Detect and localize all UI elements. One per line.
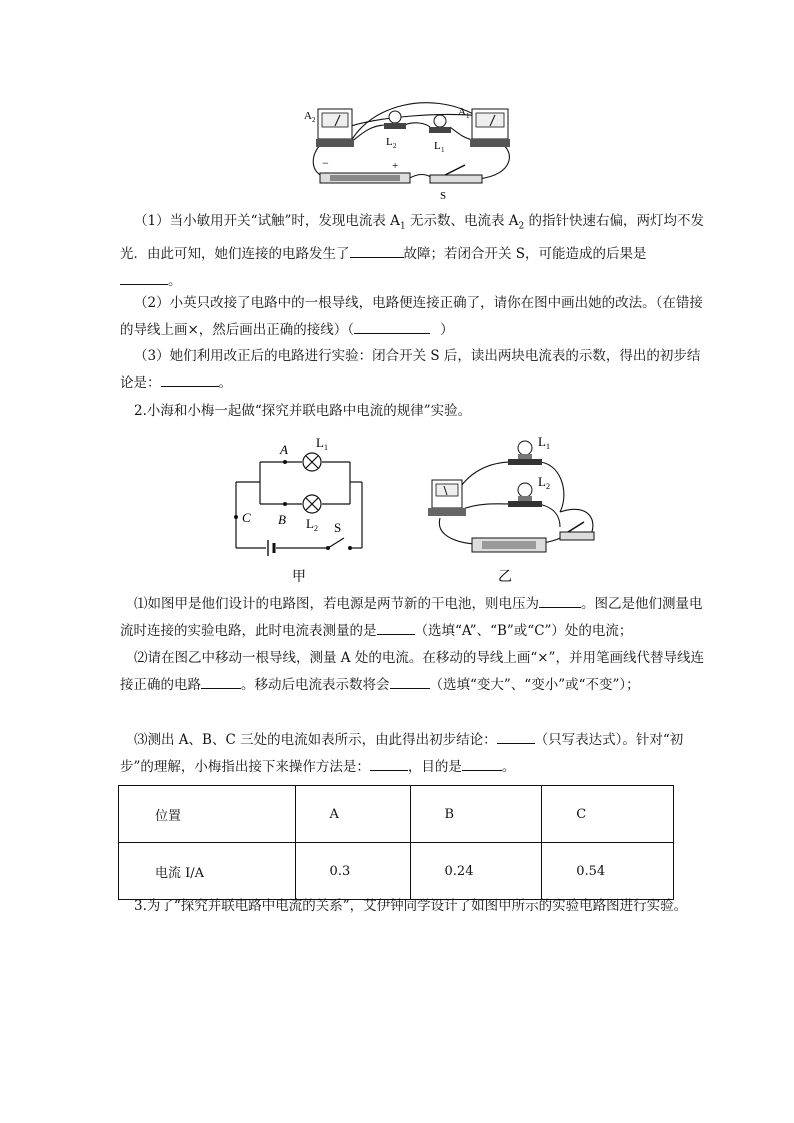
answer-blank[interactable] xyxy=(377,620,415,635)
answer-blank[interactable] xyxy=(201,674,241,689)
table-cell: A xyxy=(295,786,410,843)
table-cell: 0.3 xyxy=(295,843,410,900)
q2-intro: 2.小海和小梅一起做“探究并联电路中电流的规律”实验。 xyxy=(134,403,472,419)
table-cell: B xyxy=(410,786,542,843)
figure-1-circuit xyxy=(300,95,530,205)
table-row xyxy=(119,843,674,900)
answer-blank[interactable] xyxy=(462,756,502,771)
table-cell: 位置 xyxy=(119,786,296,843)
q1-part1: （1）当小敏用开关“试触”时，发现电流表 $A_1$ 无示数、电流表 $A_2$ 的指针快速右偏，两灯均不发光．由此可知，她们连接的电路发生了 故障；若闭合开关 S，可能造成的后果是 。 xyxy=(120,213,705,289)
svg-text:1: 1 xyxy=(466,112,470,120)
svg-text:1: 1 xyxy=(324,443,328,452)
svg-text:1: 1 xyxy=(441,146,445,154)
label-a: A xyxy=(280,442,288,457)
label-plus: + xyxy=(392,160,399,172)
label-switch: S xyxy=(334,520,342,535)
bulb-l1 xyxy=(508,441,542,465)
figure-jia-circuit xyxy=(230,432,370,584)
ammeter xyxy=(428,480,466,516)
svg-text:2: 2 xyxy=(314,524,318,533)
switch xyxy=(560,522,594,540)
answer-blank[interactable] xyxy=(497,729,535,744)
label-l1: L xyxy=(538,434,546,449)
q1-part3: （3）她们利用改正后的电路进行实验：闭合开关 S 后，读出两块电流表的示数，得出的初步结论是： 。 xyxy=(120,348,701,391)
label-l2: L xyxy=(386,136,393,148)
ammeter-a1 xyxy=(470,109,510,147)
battery-holder xyxy=(320,173,410,183)
switch xyxy=(430,165,482,183)
answer-blank[interactable] xyxy=(354,319,430,334)
bulb-l1 xyxy=(429,115,451,133)
q2-part2: ⑵请在图乙中移动一根导线，测量 A 处的电流。在移动的导线上画“×”，并用笔画线代替导线连接正确的电路 。移动后电流表示数将会 （选填“变大”、“变小”或“不变”）； xyxy=(120,650,704,693)
q2-part3: ⑶测出 A、B、C 三处的电流如表所示，由此得出初步结论： （只写表达式）。针对“初步”的理解，小梅指出接下来操作方法是： ，目的是 。 xyxy=(120,727,706,781)
table-cell: C xyxy=(542,786,674,843)
answer-blank[interactable] xyxy=(390,674,430,689)
label-c: C xyxy=(242,510,251,525)
label-l2: L xyxy=(306,516,314,531)
svg-text:2: 2 xyxy=(393,142,397,150)
label-b: B xyxy=(278,512,286,527)
table-cell: 0.24 xyxy=(410,843,542,900)
bulb-l2 xyxy=(508,483,542,507)
svg-text:2: 2 xyxy=(312,116,316,124)
svg-text:1: 1 xyxy=(546,442,550,451)
answer-blank[interactable] xyxy=(350,243,404,258)
ammeter-a2 xyxy=(316,109,354,147)
answer-blank[interactable] xyxy=(161,372,219,387)
answer-blank[interactable] xyxy=(539,593,581,608)
caption-jia: 甲 xyxy=(292,570,306,584)
table-cell: 电流 I/A xyxy=(119,843,296,900)
answer-blank[interactable] xyxy=(370,756,408,771)
q1-part2: （2）小英只改接了电路中的一根导线，电路便连接正确了，请你在图中画出她的改法。（在错接的导线上画×，然后画出正确的接线）（ ） xyxy=(120,295,703,338)
label-minus: − xyxy=(322,156,329,170)
caption-yi: 乙 xyxy=(498,570,512,584)
svg-text:2: 2 xyxy=(546,482,550,491)
q2-part1: ⑴如图甲是他们设计的电路图，若电源是两节新的干电池，则电压为 。图乙是他们测量电流时连接的实验电路，此时电流表测量的是 （选填“A”、“B”或“C”）处的电流； xyxy=(120,591,706,645)
figure-yi-circuit xyxy=(420,432,600,584)
q3-intro: 3.为了“探究并联电路中电流的关系”，艾伊钟同学设计了如图甲所示的实验电路图进行实验。 xyxy=(134,898,688,914)
label-l1: L xyxy=(316,435,324,450)
table-row xyxy=(119,786,674,843)
current-table xyxy=(118,785,674,900)
bulb-l2 xyxy=(384,111,406,129)
label-a2: A xyxy=(304,110,312,122)
answer-blank[interactable] xyxy=(120,270,168,285)
label-l2: L xyxy=(538,474,546,489)
label-l1: L xyxy=(434,140,441,152)
table-cell: 0.54 xyxy=(542,843,674,900)
label-a1: A xyxy=(458,106,466,118)
battery-box xyxy=(472,538,546,552)
label-switch: S xyxy=(440,190,447,202)
